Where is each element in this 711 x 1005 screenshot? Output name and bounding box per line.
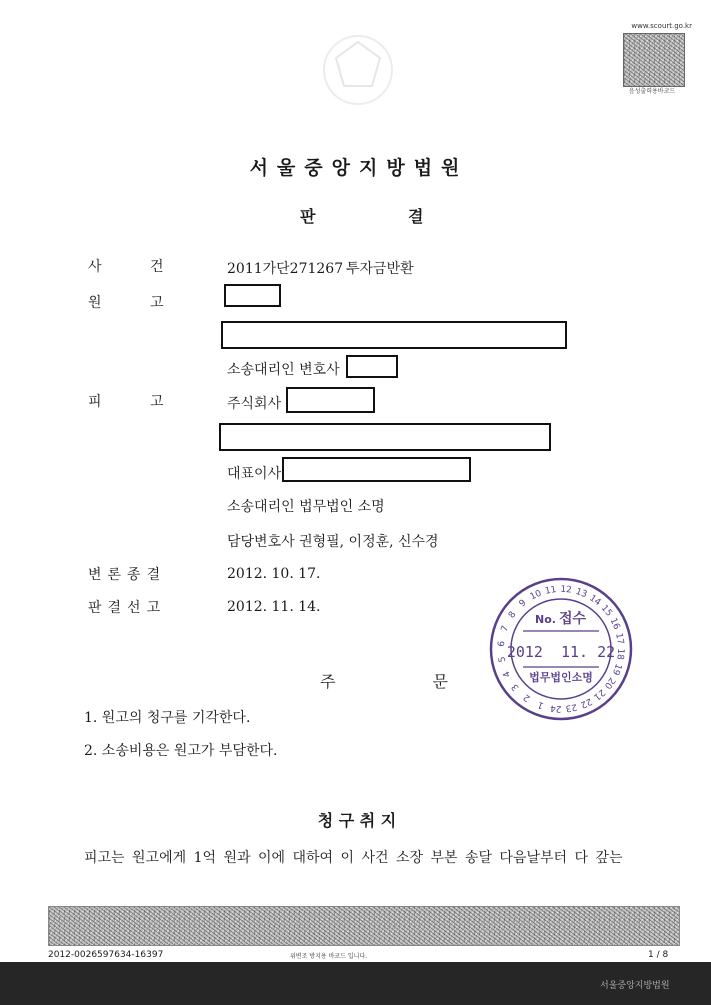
stamp-ring-number: 3 [510, 681, 522, 693]
defendant-company-prefix: 주식회사 [227, 396, 282, 412]
stamp-ring-number: 13 [574, 586, 589, 601]
court-watermark-footer: 서울중앙지방법원 [600, 981, 670, 991]
stamp-ring-number: 11 [544, 584, 558, 597]
claim-text: 피고는 원고에게 1억 원과 이에 대하여 이 사건 소장 부본 송달 다음날부터 다 갚는 [84, 850, 623, 866]
redacted-defendant-address [219, 423, 551, 451]
case-label-right: 건 [150, 259, 165, 275]
stamp-ring-number: 4 [501, 669, 514, 679]
stamp-ring-number: 7 [499, 624, 512, 634]
stamp-ring-number: 6 [496, 640, 508, 648]
stamp-ring-number: 15 [598, 603, 614, 619]
court-emblem-watermark [318, 30, 398, 110]
stamp-ring-number: 21 [591, 686, 607, 702]
defendant-lawyers: 담당변호사 권형필, 이정훈, 신수경 [227, 534, 439, 550]
anti-forgery-notice: 위변조 방지용 바코드 입니다. [290, 953, 368, 960]
case-number: 2011가단271267 [227, 261, 344, 277]
case-name: 투자금반환 [346, 261, 414, 277]
doc-type-left: 판 [300, 207, 316, 226]
defendant-ceo-label: 대표이사 [227, 466, 282, 482]
closing-date-value: 2012. 10. 17. [227, 566, 321, 582]
redacted-plaintiff-address [221, 321, 567, 349]
stamp-ring-number: 9 [517, 598, 529, 610]
stamp-ring-number: 23 [564, 701, 578, 714]
anti-forgery-barcode [48, 906, 680, 946]
stamp-ring-number: 8 [506, 609, 519, 621]
doc-type-right: 결 [408, 207, 424, 226]
plaintiff-attorney-label: 소송대리인 변호사 [227, 362, 340, 378]
closing-date-label: 변론종결 [88, 567, 167, 583]
stamp-ring-number: 16 [607, 616, 622, 632]
order-item-2: 2. 소송비용은 원고가 부담한다. [84, 743, 278, 759]
stamp-firm: 법무법인소명 [529, 671, 593, 684]
stamp-ring-number: 19 [609, 662, 624, 677]
page-number: 1 / 8 [648, 950, 669, 960]
stamp-ring-number: 20 [601, 675, 617, 691]
stamp-ring-number: 18 [614, 647, 626, 661]
document-number: 2012-0026597634-16397 [48, 950, 164, 960]
defendant-attorney-firm: 소송대리인 법무법인 소명 [227, 499, 385, 515]
plaintiff-label-right: 고 [150, 295, 165, 311]
stamp-ring-number: 17 [613, 632, 626, 646]
court-url: www.scourt.go.kr [631, 22, 692, 30]
receipt-stamp [487, 575, 635, 723]
redacted-defendant-company [286, 387, 375, 413]
stamp-date: 2012 11. 22 [506, 643, 616, 661]
court-name: 서울중앙지방법원 [249, 157, 469, 179]
order-item-1: 1. 원고의 청구를 기각한다. [84, 710, 251, 726]
stamp-ring-number: 2 [521, 691, 533, 704]
stamp-ring-number: 1 [536, 698, 546, 711]
order-title: 주 문 [320, 672, 494, 691]
case-label-left: 사 [88, 259, 103, 275]
redacted-plaintiff-attorney [346, 355, 398, 378]
judgment-date-value: 2012. 11. 14. [227, 599, 321, 615]
plaintiff-label-left: 원 [88, 295, 103, 311]
defendant-label-left: 피 [88, 394, 103, 410]
stamp-ring-number: 12 [559, 584, 573, 596]
stamp-ring-number: 5 [497, 655, 509, 663]
redacted-defendant-ceo [282, 457, 471, 482]
stamp-no-label: No. [535, 613, 556, 626]
stamp-text: 접수 [559, 611, 587, 627]
voice-barcode [623, 33, 685, 87]
stamp-ring-number: 24 [549, 702, 563, 714]
voice-barcode-caption: 음성출력용바코드 [628, 88, 676, 95]
stamp-ring-number: 22 [578, 695, 594, 710]
stamp-ring-number: 14 [587, 593, 603, 609]
claim-title: 청 구 취 지 [317, 811, 397, 830]
defendant-label-right: 고 [150, 394, 165, 410]
stamp-ring-number: 10 [528, 588, 544, 603]
judgment-date-label: 판결선고 [88, 600, 167, 616]
redacted-plaintiff-name [224, 284, 281, 307]
